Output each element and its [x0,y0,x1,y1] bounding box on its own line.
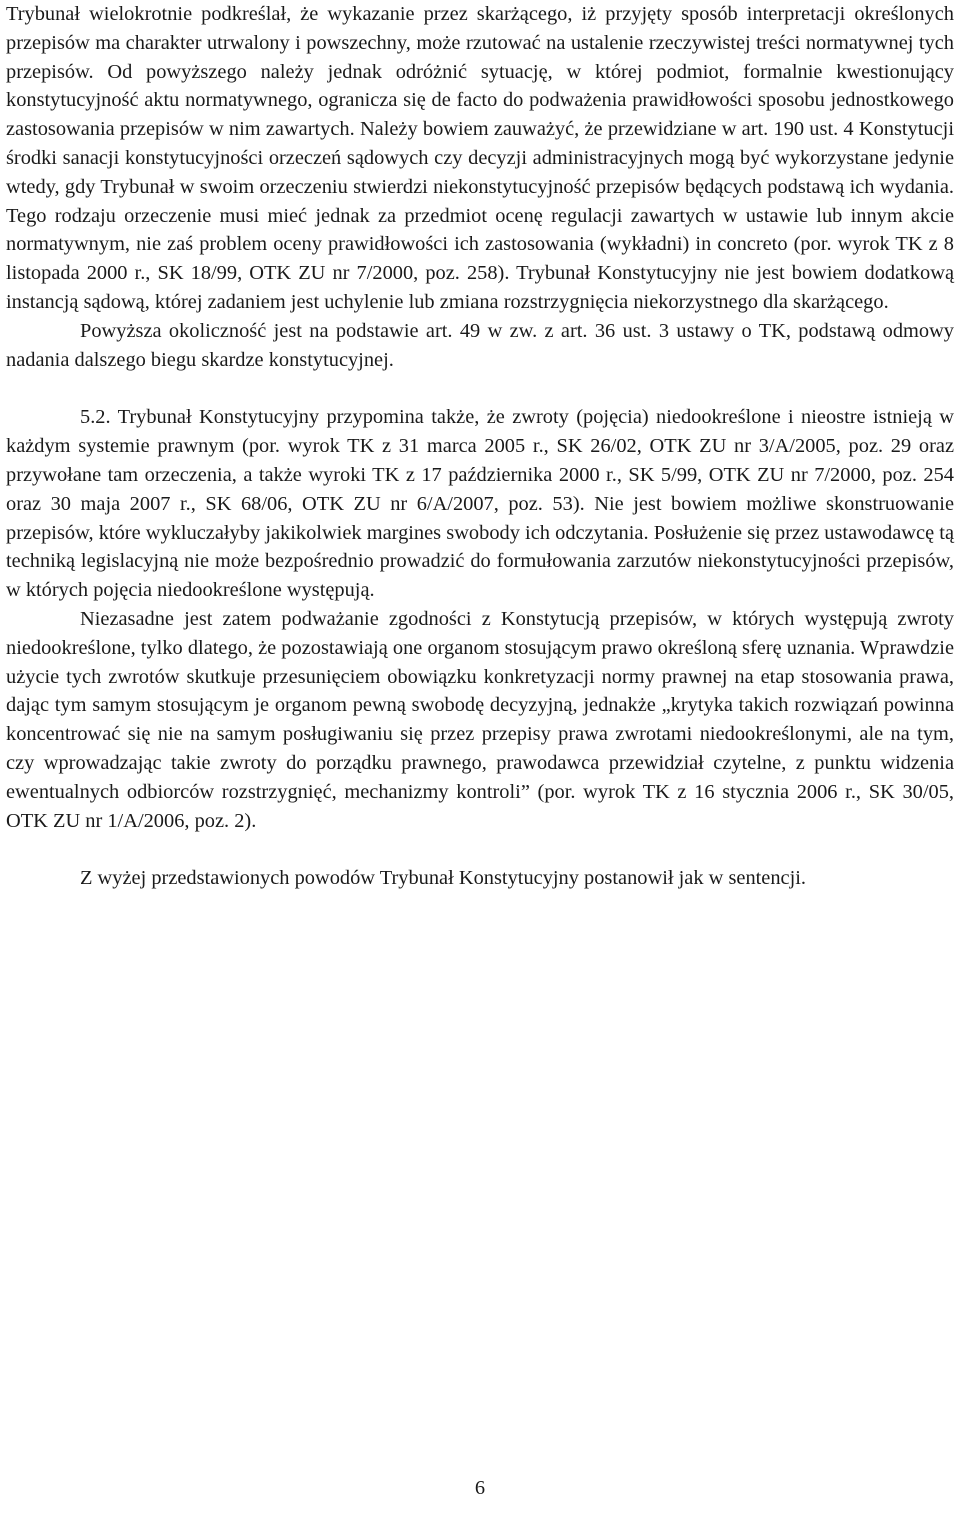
paragraph-2: Powyższa okoliczność jest na podstawie art. 49 w zw. z art. 36 ust. 3 ustawy o TK, podstawą odmowy nadania dalszego biegu skardze konstytucyjnej. [6,319,954,371]
paragraph-3: 5.2. Trybunał Konstytucyjny przypomina także, że zwroty (pojęcia) niedookreślone i nieostre istnieją w każdym systemie prawnym (por. wyrok TK z 31 marca 2005 r., SK 26/02, OTK ZU nr 3/A/2005, poz. 29 oraz przywołane tam orzeczenia, a także wyroki TK z 17 października 2000 r., SK 5/99, OTK ZU nr 7/2000, poz. 254 oraz 30 maja 2007 r., SK 68/06, OTK ZU nr 6/A/2007, poz. 53). Nie jest bowiem możliwe skonstruowanie przepisów, które wykluczałyby jakikolwiek margines swobody ich odczytania. Posłużenie się przez ustawodawcę tą techniką legislacyjną nie może bezpośrednio prowadzić do formułowania zarzutów niekonstytucyjności przepisów, w których pojęcia niedookreślone występują. [6,406,954,602]
paragraph-4: Niezasadne jest zatem podważanie zgodności z Konstytucją przepisów, w których występują zwroty niedookreślone, tylko dlatego, że pozostawiają one organom stosującym prawo określoną sferę uznania. Wprawdzie użycie tych zwrotów skutkuje przesunięciem obowiązku konkretyzacji normy prawnej na etap stosowania prawa, dając tym samym stosującym je organom pewną swobodę decyzyjną, jednakże „krytyka takich rozwiązań powinna koncentrować się nie na samym posługiwaniu się przez przepisy prawa zwrotami niedookreślonymi, ale na tym, czy wprowadzając takie zwroty do porządku prawnego, prawodawca przewidział czytelne, z punktu widzenia ewentualnych odbiorców rozstrzygnięć, mechanizmy kontroli” (por. wyrok TK z 16 stycznia 2006 r., SK 30/05, OTK ZU nr 1/A/2006, poz. 2). [6,607,954,832]
document-body [6,0,954,893]
page-number: 6 [474,1477,486,1499]
paragraph-1: Trybunał wielokrotnie podkreślał, że wykazanie przez skarżącego, iż przyjęty sposób interpretacji określonych przepisów ma charakter utrwalony i powszechny, może rzutować na ustalenie rzeczywistej treści normatywnej tych przepisów. Od powyższego należy jednak odróżnić sytuację, w której podmiot, formalnie kwestionujący konstytucyjność aktu normatywnego, ogranicza się de facto do podważenia prawidłowości sposobu jednostkowego zastosowania przepisów w nim zawartych. Należy bowiem zauważyć, że przewidziane w art. 190 ust. 4 Konstytucji środki sanacji konstytucyjności orzeczeń sądowych czy decyzji administracyjnych mogą być wykorzystane jedynie wtedy, gdy Trybunał w swoim orzeczeniu stwierdzi niekonstytucyjność przepisów będących podstawą ich wydania. Tego rodzaju orzeczenie musi mieć jednak za przedmiot ocenę regulacji zawartych w ustawie lub innym akcie normatywnym, nie zaś problem oceny prawidłowości ich zastosowania (wykładni) in concreto (por. wyrok TK z 8 listopada 2000 r., SK 18/99, OTK ZU nr 7/2000, poz. 258). Trybunał Konstytucyjny nie jest bowiem dodatkową instancją sądową, której zadaniem jest uchylenie lub zmiana rozstrzygnięcia niekorzystnego dla skarżącego. [6,3,954,313]
paragraph-5: Z wyżej przedstawionych powodów Trybunał Konstytucyjny postanowił jak w sentencji. [80,867,807,890]
paragraph-spacer [6,835,954,864]
paragraph-spacer [6,374,954,403]
